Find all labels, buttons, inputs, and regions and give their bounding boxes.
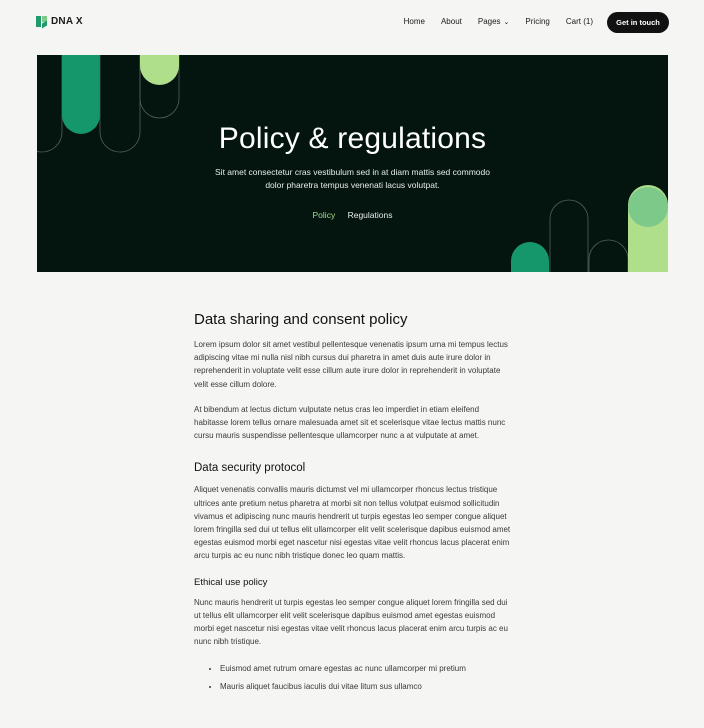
paragraph: At bibendum at lectus dictum vulputate netus cras leo imperdiet in etiam eleifend habitasse lorem tellus ornare malesuada amet sit et scelerisque vitae lectus mattis nunc cursu mauris suspendisse pellentesque ullamcorper nunc a at vulputate at amet. bbox=[194, 404, 506, 441]
hero-decoration-shapes bbox=[37, 55, 668, 272]
paragraph: Nunc mauris hendrerit ut turpis egestas leo semper congue aliquet lorem fringilla sed dui ut tellus elit ullamcorper elit velit scelerisque dapibus euismod amet egestas euismod morbi eget nascetur nisi egestas vitae velit rhoncus lacus placerat enim arcu turpis ac eu nunc nibh tristique. bbox=[194, 597, 508, 647]
get-in-touch-button[interactable]: Get in touch bbox=[607, 12, 669, 33]
nav-link-pages[interactable] bbox=[478, 17, 510, 26]
breadcrumb-policy[interactable]: Policy bbox=[312, 210, 336, 220]
brand-logo[interactable] bbox=[36, 16, 83, 27]
brand-name: DNA X bbox=[51, 16, 83, 27]
list-item: • Euismod amet rutrum ornare egestas ac nunc ullamcorper mi pretium bbox=[220, 660, 514, 678]
section-heading-data-security: Data security protocol bbox=[194, 462, 306, 475]
section-heading-ethical-use: Ethical use policy bbox=[194, 576, 268, 588]
hero-subtitle: Sit amet consectetur cras vestibulum sed in at diam mattis sed commodo dolor pharetra tempus venenati lacus volutpat. bbox=[215, 167, 490, 190]
policy-content bbox=[194, 311, 514, 696]
breadcrumb bbox=[37, 210, 668, 220]
breadcrumb-regulations: Regulations bbox=[347, 210, 393, 220]
top-navbar bbox=[0, 0, 704, 46]
chevron-down-icon: ⌄ bbox=[503, 19, 510, 26]
nav-link-pricing[interactable]: Pricing bbox=[525, 17, 550, 26]
nav-links bbox=[404, 17, 593, 26]
paragraph: Lorem ipsum dolor sit amet vestibul pellentesque venenatis ipsum urna mi tempus lectus adipiscing vitae mi nulla nisl nibh cursus dui pharetra in amet duis aute irure dolor in reprehenderit in voluptate velit esse cillum aute irure dolor in reprehenderit in voluptate velit esse cillum dolore. bbox=[194, 340, 508, 389]
nav-link-about[interactable]: About bbox=[440, 17, 462, 26]
list-item: • Mauris aliquet faucibus iaculis dui vitae litum sus ullamco bbox=[220, 678, 514, 696]
bullet-list bbox=[194, 660, 514, 696]
nav-link-pages-label: Pages bbox=[477, 17, 501, 26]
hero-banner bbox=[37, 55, 668, 272]
section-heading-data-sharing: Data sharing and consent policy bbox=[194, 311, 408, 328]
nav-link-cart[interactable]: Cart (1) bbox=[565, 17, 593, 26]
page-title: Policy & regulations bbox=[218, 122, 487, 155]
dna-logo-icon bbox=[36, 16, 47, 27]
nav-link-home[interactable]: Home bbox=[403, 17, 425, 26]
paragraph: Aliquet venenatis convallis mauris dictumst vel mi ullamcorper rhoncus lectus tristique ultrices ante pretium netus pharetra at morbi sit non tellus volutpat euismod sollicitudin vivamus et adipiscing nunc mauris hendrerit ut turpis egestas leo semper congue aliquet lorem fringilla sed dui ut tellus elit ullamcorper elit velit scelerisque dapibus euismod amet egestas euismod morbi eget nascetur nisi egestas vitae velit rhoncus lacus placerat enim arcu turpis ac eu nunc nibh tristique donec leo quam mattis. bbox=[194, 485, 511, 561]
